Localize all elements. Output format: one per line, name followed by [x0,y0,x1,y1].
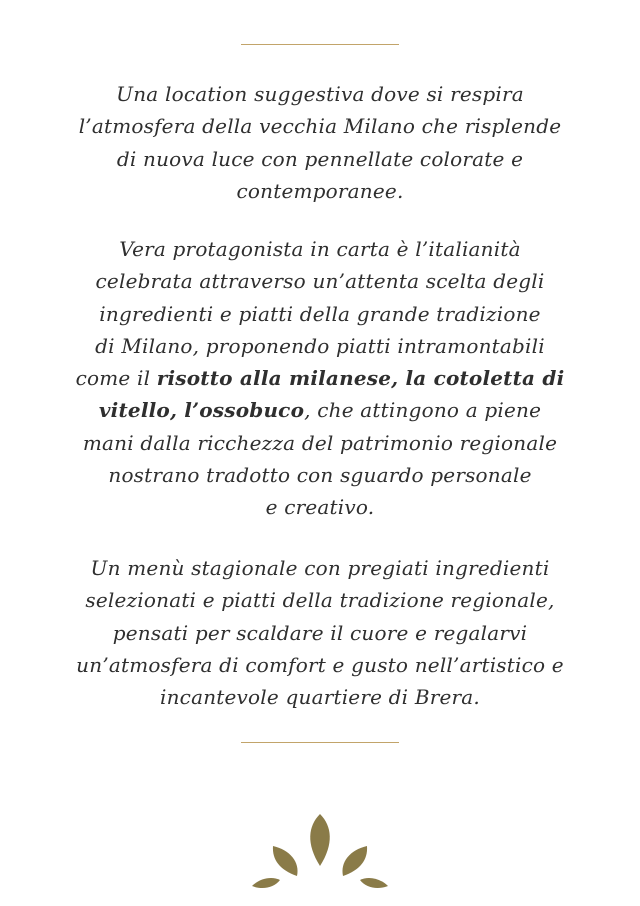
paragraph-line: e creativo. [265,495,375,520]
bottom-divider [241,742,399,743]
paragraph-line: un’atmosfera di comfort e gusto nell’artistico e [76,652,564,677]
paragraph-line: incantevole quartiere di Brera. [160,685,480,710]
paragraph-line: pensati per scaldare il cuore e regalarvi [112,620,528,645]
highlighted-dishes: risotto alla milanese, la cotoletta di [156,366,565,391]
intro-paragraph-2 [60,233,580,524]
leaf-lotus-icon [240,808,400,906]
highlighted-dishes: vitello, l’ossobuco [98,398,305,423]
paragraph-line: mani dalla ricchezza del patrimonio regionale [82,430,558,455]
intro-paragraph-3 [60,552,580,713]
line-prefix: come il [75,366,157,391]
intro-paragraph-1 [60,78,580,207]
line-suffix: , che attingono a piene [304,398,542,423]
paragraph-line: Una location suggestiva dove si respira [116,82,524,106]
paragraph-line: selezionati e piatti della tradizione regionale, [85,588,555,613]
paragraph-line: celebrata attraverso un’attenta scelta degli [95,269,545,294]
paragraph-line: l’atmosfera della vecchia Milano che risplende [78,114,562,139]
top-divider [241,44,399,45]
paragraph-line [60,394,580,426]
paragraph-line: nostrano tradotto con sguardo personale [108,463,532,488]
paragraph-line: Vera protagonista in carta è l’italianità [119,237,521,261]
paragraph-line [60,362,580,394]
paragraph-line: contemporanee. [236,178,404,203]
paragraph-line: di nuova luce con pennellate colorate e [116,146,524,171]
paragraph-line: Un menù stagionale con pregiati ingredienti [90,556,550,580]
paragraph-line: ingredienti e piatti della grande tradizione [99,301,541,326]
paragraph-line: di Milano, proponendo piatti intramontabili [95,333,545,358]
